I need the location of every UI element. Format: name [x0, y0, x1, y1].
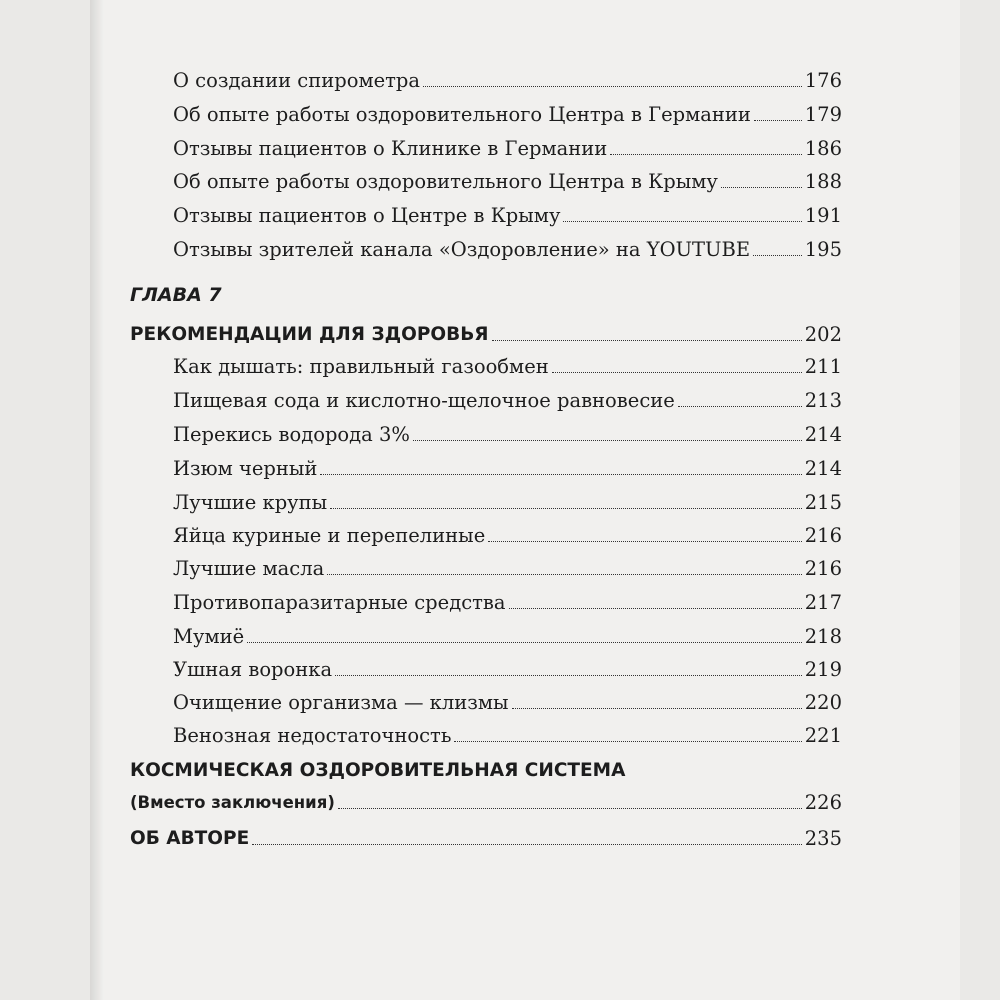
dot-leader [413, 440, 802, 441]
toc-entry-page: 215 [804, 491, 842, 514]
toc-entry-page: 179 [804, 103, 842, 126]
toc-entry[interactable] [173, 64, 842, 92]
toc-entry-page: 218 [804, 625, 842, 648]
section-title-cosmic[interactable]: КОСМИЧЕСКАЯ ОЗДОРОВИТЕЛЬНАЯ СИСТЕМА [130, 760, 626, 781]
toc-entry-page: 188 [804, 170, 842, 193]
toc-entry-title: Венозная недостаточность [173, 724, 452, 747]
dot-leader [247, 642, 802, 643]
toc-entry-page: 195 [804, 238, 842, 261]
toc-entry[interactable] [173, 98, 842, 126]
toc-entry[interactable] [173, 132, 842, 160]
toc-entry-title: Об опыте работы оздоровительного Центра в Германии [173, 103, 751, 126]
toc-entry-title: Изюм черный [173, 457, 318, 480]
dot-leader [423, 86, 802, 87]
dot-leader [327, 574, 802, 575]
toc-entry-page: 214 [804, 423, 842, 446]
section-entry-cosmic[interactable] [130, 786, 842, 814]
dot-leader [721, 187, 802, 188]
toc-entry[interactable] [173, 418, 842, 446]
toc-entry-title: Пищевая сода и кислотно-щелочное равновесие [173, 389, 675, 412]
dot-leader [552, 372, 802, 373]
toc-entry[interactable] [173, 233, 842, 261]
dot-leader [509, 608, 802, 609]
toc-entry-page: 220 [804, 691, 842, 714]
toc-entry-title: Отзывы пациентов о Центре в Крыму [173, 204, 561, 227]
toc-entry-title: Противопаразитарные средства [173, 591, 506, 614]
dot-leader [338, 808, 802, 809]
toc-entry-title: О создании спирометра [173, 69, 421, 92]
toc-entry-page: 216 [804, 524, 842, 547]
toc-entry-title: Очищение организма — клизмы [173, 691, 509, 714]
toc-entry-title: Лучшие масла [173, 557, 325, 580]
toc-entry-page: 219 [804, 658, 842, 681]
chapter-title: РЕКОМЕНДАЦИИ ДЛЯ ЗДОРОВЬЯ [130, 324, 489, 345]
toc-entry[interactable] [173, 686, 842, 714]
dot-leader [610, 154, 802, 155]
toc-entry-title: Яйца куриные и перепелиные [173, 524, 486, 547]
toc-entry-title: Лучшие крупы [173, 491, 328, 514]
dot-leader [320, 474, 801, 475]
toc-entry[interactable] [173, 165, 842, 193]
dot-leader [252, 844, 802, 845]
toc-entry-title: Отзывы зрителей канала «Оздоровление» на YOUTUBE [173, 238, 751, 261]
dot-leader [488, 541, 802, 542]
toc-entry[interactable] [173, 552, 842, 580]
toc-entry-title: Перекись водорода 3% [173, 423, 410, 446]
section-subtitle: (Вместо заключения) [130, 793, 335, 812]
section-title-about: ОБ АВТОРЕ [130, 828, 250, 849]
toc-entry[interactable] [173, 350, 842, 378]
page-gutter-shadow [90, 0, 104, 1000]
toc-entry-title: Ушная воронка [173, 658, 333, 681]
toc-entry-page: 186 [804, 137, 842, 160]
dot-leader [492, 340, 802, 341]
dot-leader [753, 255, 802, 256]
section-entry-about[interactable] [130, 822, 842, 850]
toc-entry-title: Об опыте работы оздоровительного Центра в Крыму [173, 170, 718, 193]
toc-entry[interactable] [173, 199, 842, 227]
toc-entry[interactable] [173, 452, 842, 480]
toc-entry[interactable] [173, 653, 842, 681]
toc-entry-page: 176 [804, 69, 842, 92]
dot-leader [330, 508, 802, 509]
toc-entry-title: Мумиё [173, 625, 245, 648]
chapter-heading-entry[interactable] [130, 318, 842, 346]
toc-entry-title: Как дышать: правильный газообмен [173, 355, 549, 378]
toc-entry[interactable] [173, 519, 842, 547]
toc-entry-title: Отзывы пациентов о Клинике в Германии [173, 137, 608, 160]
toc-entry[interactable] [173, 719, 842, 747]
toc-entry-page: 217 [804, 591, 842, 614]
dot-leader [563, 221, 801, 222]
toc-entry-page: 211 [804, 355, 842, 378]
toc-entry-page: 216 [804, 557, 842, 580]
dot-leader [678, 406, 802, 407]
toc-entry-page: 213 [804, 389, 842, 412]
dot-leader [335, 675, 802, 676]
dot-leader [754, 120, 802, 121]
section-page: 235 [804, 827, 842, 850]
chapter-label: ГЛАВА 7 [130, 284, 222, 306]
section-page: 226 [804, 791, 842, 814]
toc-entry[interactable] [173, 586, 842, 614]
toc-entry[interactable] [173, 620, 842, 648]
toc-entry-page: 191 [804, 204, 842, 227]
dot-leader [454, 741, 801, 742]
toc-entry[interactable] [173, 384, 842, 412]
toc-entry[interactable] [173, 486, 842, 514]
dot-leader [512, 708, 802, 709]
toc-entry-page: 214 [804, 457, 842, 480]
toc-entry-page: 221 [804, 724, 842, 747]
chapter-page: 202 [804, 323, 842, 346]
